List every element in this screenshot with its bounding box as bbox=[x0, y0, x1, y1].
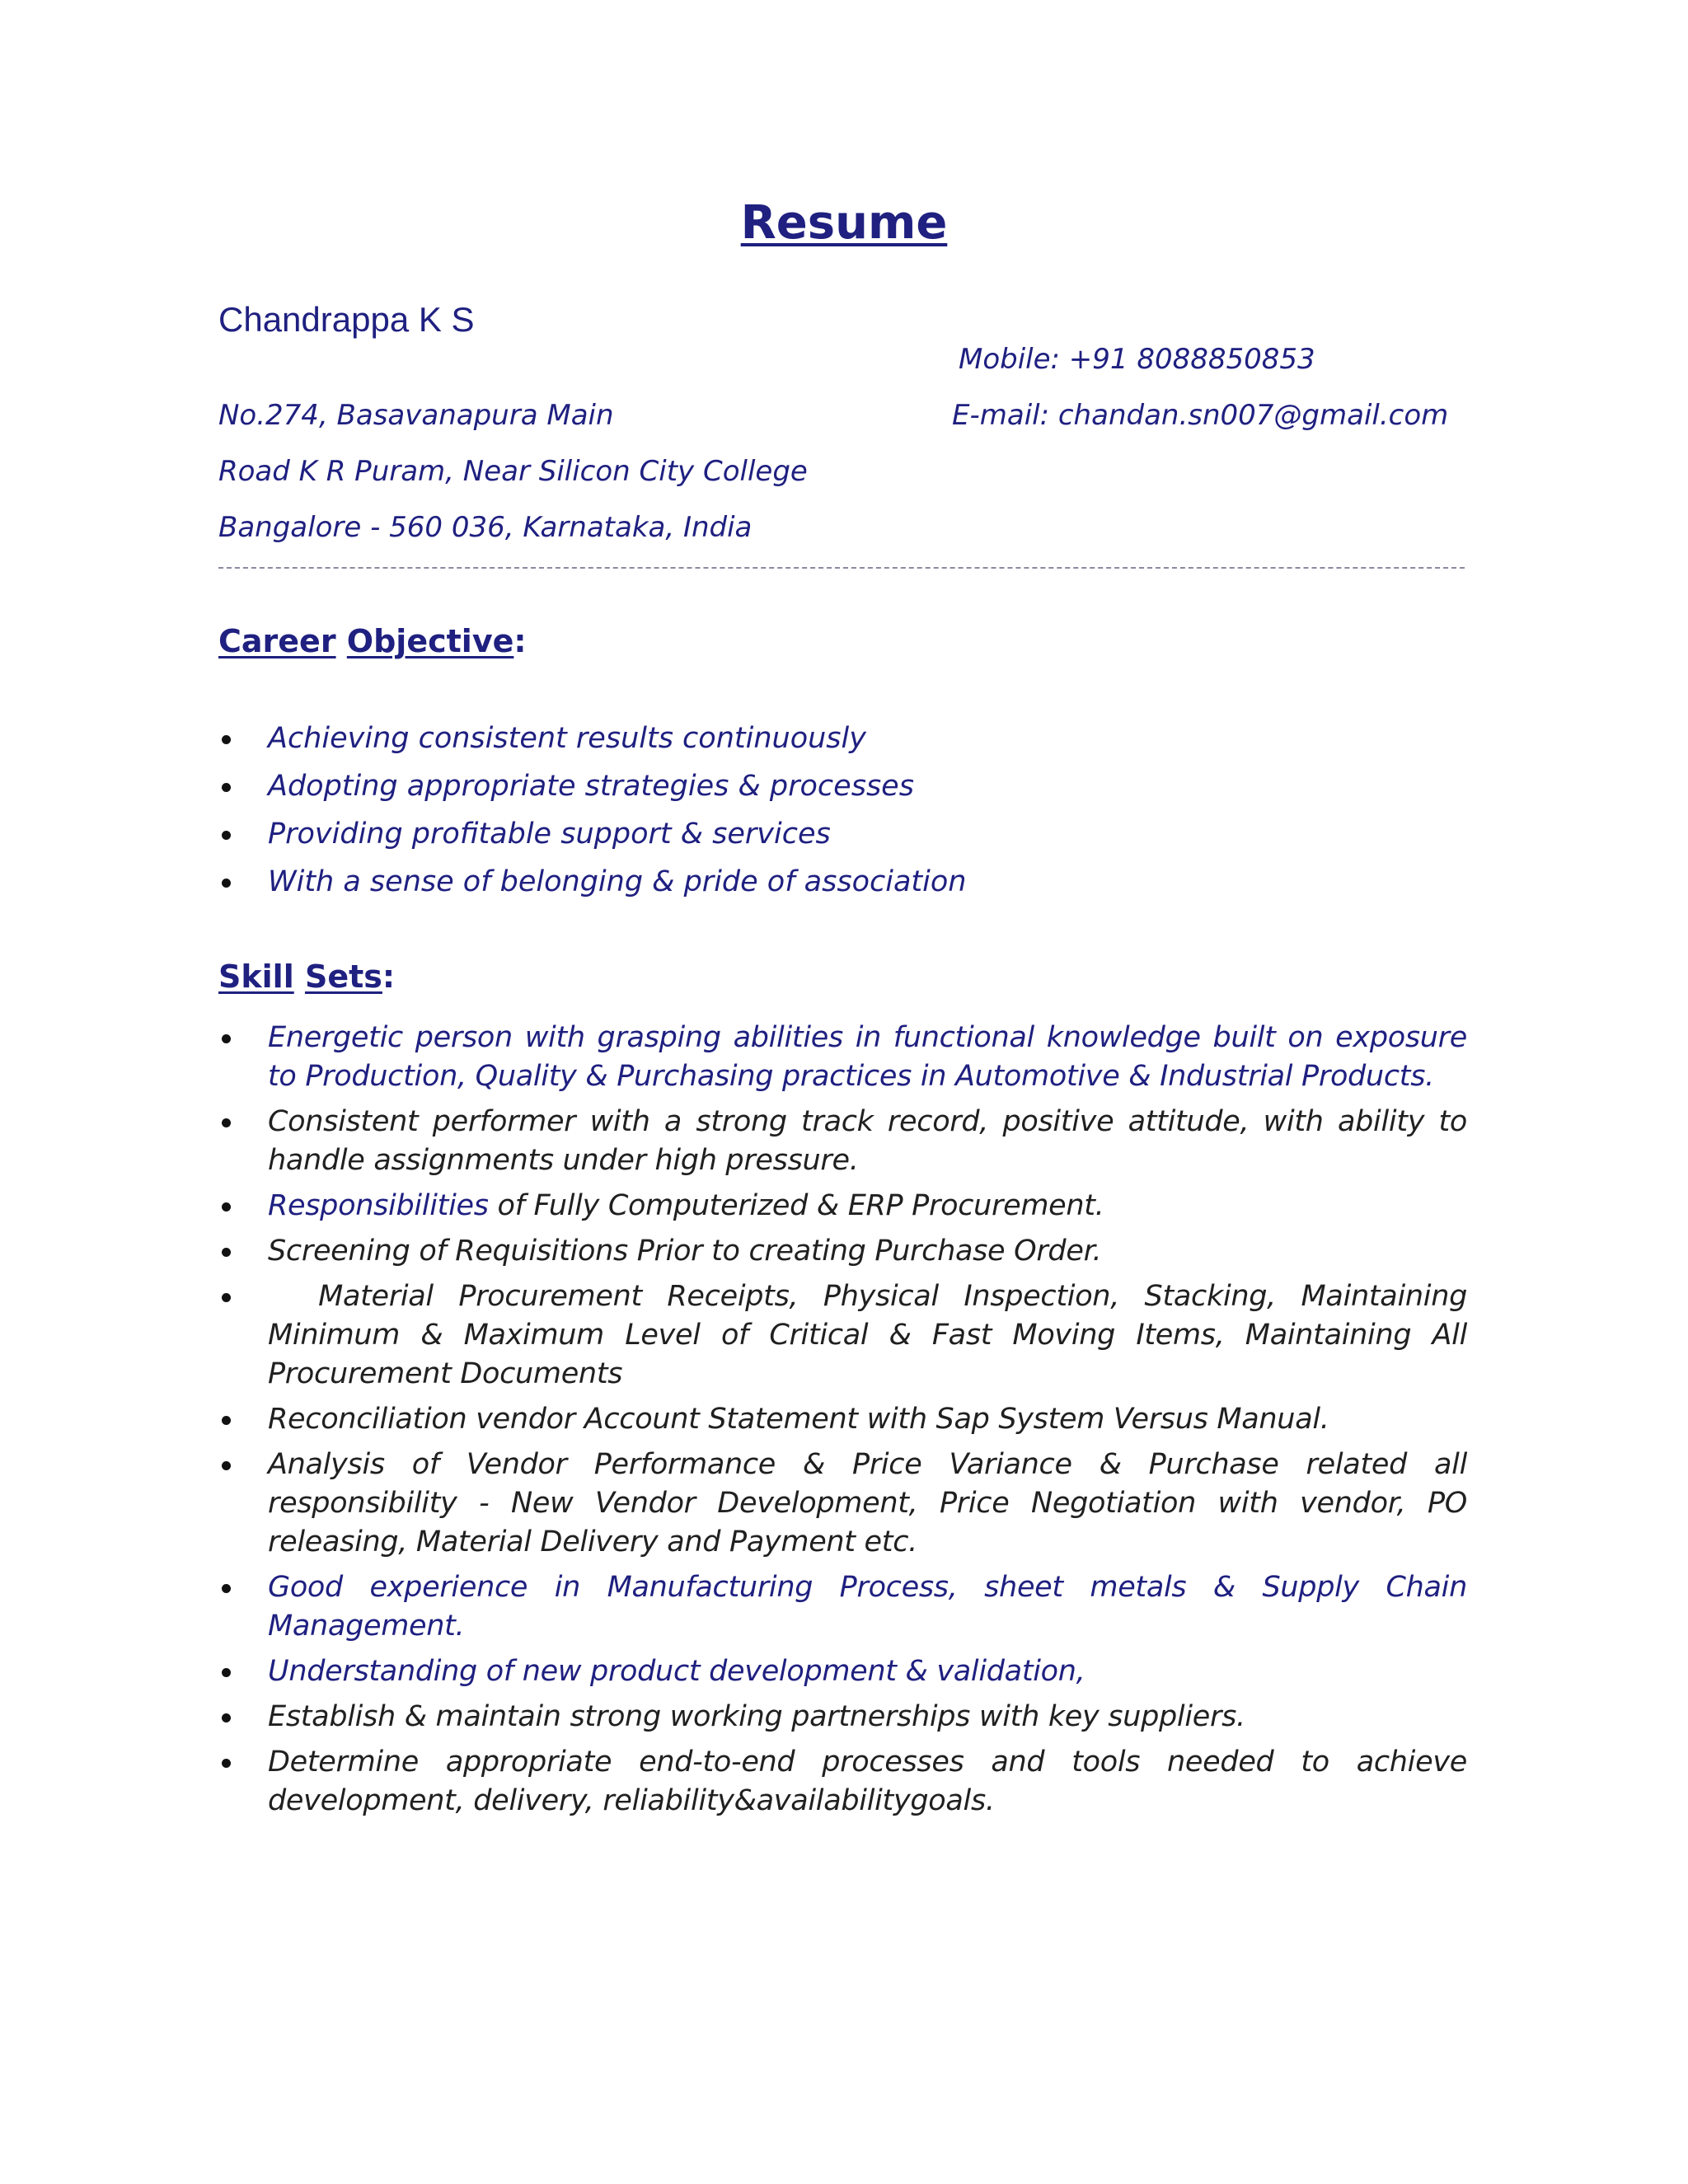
section-divider bbox=[218, 567, 1465, 569]
address-line-3: Bangalore - 560 036, Karnataka, India bbox=[218, 511, 753, 544]
career-objective-heading-word2: Objective bbox=[346, 623, 514, 659]
list-item: Reconciliation vendor Account Statement with Sap System Versus Manual. bbox=[218, 1400, 1467, 1439]
list-item: Material Procurement Receipts, Physical Inspection, Stacking, Maintaining Minimum & Maximum Level of Critical & Fast Moving Items, Maintaining All Procurement Documents bbox=[218, 1277, 1467, 1394]
list-item: Determine appropriate end-to-end processes and tools needed to achieve development, delivery, reliability&availabilitygoals. bbox=[218, 1743, 1467, 1821]
career-objective-list bbox=[218, 719, 1467, 911]
list-item: Good experience in Manufacturing Process, sheet metals & Supply Chain Management. bbox=[218, 1568, 1467, 1646]
list-item: Providing profitable support & services bbox=[218, 815, 1467, 854]
list-item: Energetic person with grasping abilities in functional knowledge built on exposure to Production, Quality & Purchasing practices in Automotive & Industrial Products. bbox=[218, 1019, 1467, 1096]
page-title: Resume bbox=[740, 196, 948, 250]
list-item: With a sense of belonging & pride of association bbox=[218, 863, 1467, 902]
skill-sets-list bbox=[218, 1019, 1467, 1827]
career-objective-heading-suffix: : bbox=[513, 623, 527, 659]
skill-sets-heading bbox=[218, 958, 395, 995]
address-line-2: Road K R Puram, Near Silicon City College bbox=[218, 455, 808, 488]
career-objective-heading-word1: Career bbox=[218, 623, 336, 659]
skill-sets-heading-word1: Skill bbox=[218, 958, 294, 995]
list-item: Achieving consistent results continuously bbox=[218, 719, 1467, 758]
email-address: E-mail: chandan.sn007@gmail.com bbox=[952, 399, 1449, 432]
list-item: Adopting appropriate strategies & processes bbox=[218, 767, 1467, 806]
list-item-text: of Fully Computerized & ERP Procurement. bbox=[488, 1189, 1104, 1222]
list-item: Understanding of new product development & validation, bbox=[218, 1652, 1467, 1691]
list-item-emphasis: Responsibilities bbox=[268, 1189, 489, 1222]
mobile-number: Mobile: +91 8088850853 bbox=[959, 343, 1315, 376]
list-item: Screening of Requisitions Prior to creating Purchase Order. bbox=[218, 1232, 1467, 1271]
list-item: Analysis of Vendor Performance & Price Variance & Purchase related all responsibility - New Vendor Development, Price Negotiation with vendor, PO releasing, Material Delivery and Payment etc. bbox=[218, 1446, 1467, 1562]
career-objective-heading bbox=[218, 623, 527, 659]
list-item: Establish & maintain strong working partnerships with key suppliers. bbox=[218, 1698, 1467, 1736]
list-item bbox=[218, 1187, 1467, 1226]
skill-sets-heading-suffix: : bbox=[382, 958, 396, 995]
address-line-1: No.274, Basavanapura Main bbox=[218, 399, 614, 432]
skill-sets-heading-word2: Sets bbox=[304, 958, 382, 995]
candidate-name: Chandrappa K S bbox=[218, 300, 475, 339]
list-item: Consistent performer with a strong track record, positive attitude, with ability to handle assignments under high pressure. bbox=[218, 1103, 1467, 1180]
